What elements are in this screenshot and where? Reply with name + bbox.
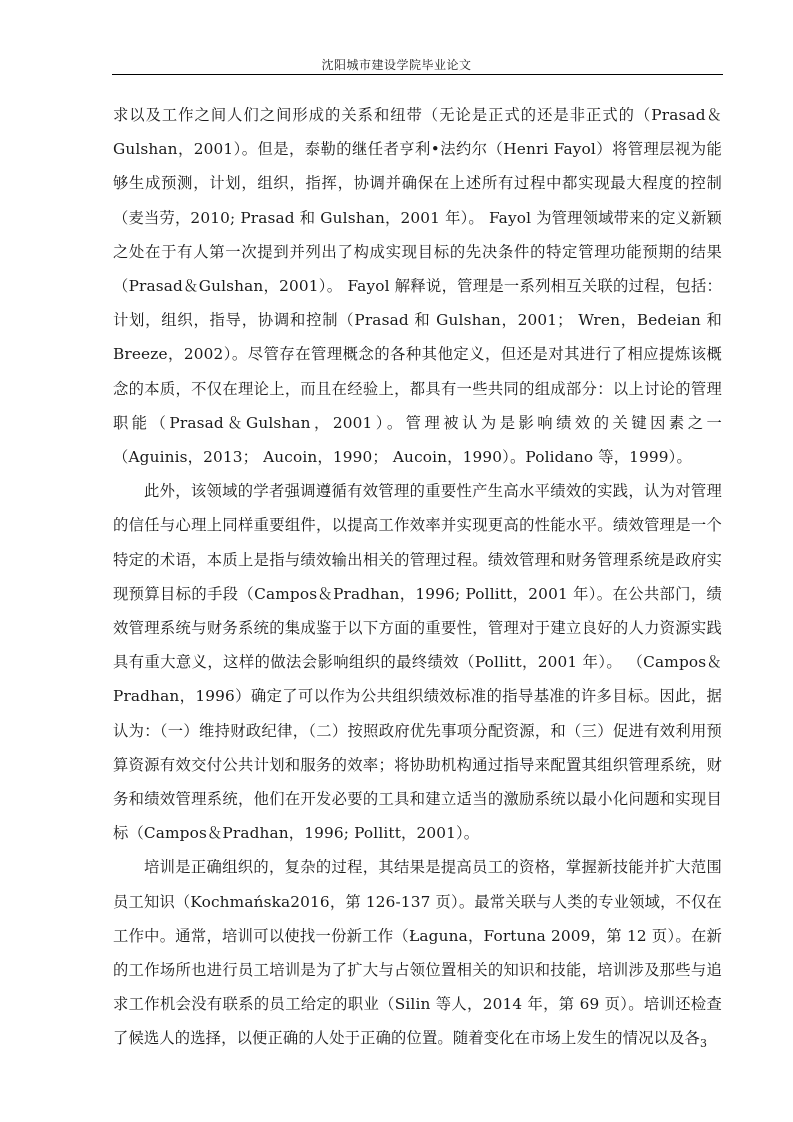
paragraph: 培训是正确组织的，复杂的过程，其结果是提高员工的资格，掌握新技能并扩大范围员工知识（Kochmańska2016，第 126-137 页）。最常关联与人类的专业领域，不仅在工作中。通常，培训可以使找一份新工作（Łaguna，Fortuna 2009，第 12 页）。在新的工作场所也进行员工培训是为了扩大与占领位置相关的知识和技能，培训涉及那些与追求工作机会没有联系的员工给定的职业（Silin 等人，2014 年，第 69 页）。培训还检查了候选人的选择，以便正确的人处于正确的位置。随着变化在市场上发生的情况以及各: [113, 858, 722, 1048]
paragraph: 求以及工作之间人们之间形成的关系和纽带（无论是正式的还是非正式的（Prasad＆Gulshan，2001）。但是，泰勒的继任者亨利•法约尔（Henri Fayol）将管理层视为能够生成预测，计划，组织，指挥，协调并确保在上述所有过程中都实现最大程度的控制（麦当劳，2010; Prasad 和 Gulshan，2001 年）。 Fayol 为管理领域带来的定义新颖之处在于有人第一次提到并列出了构成实现目标的先决条件的特定管理功能预期的结果（Prasad＆Gulshan，2001）。 Fayol 解释说，管理是一系列相互关联的过程，包括：计划，组织，指导，协调和控制（Prasad 和 Gulshan，2001； Wren，Bedeian 和 Breeze，2002）。尽管存在管理概念的各种其他定义，但还是对其进行了相应提炼该概念的本质，不仅在理论上，而且在经验上，都具有一些共同的组成部分：以上讨论的管理职能（Prasad＆Gulshan，2001）。管理被认为是影响绩效的关键因素之一（Aguinis，2013； Aucoin，1990； Aucoin，1990）。Polidano 等，1999）。: [113, 106, 722, 467]
document-body: [113, 98, 722, 1056]
header-divider: [112, 74, 723, 75]
page-number: 3: [700, 1037, 707, 1050]
paragraph: 此外，该领域的学者强调遵循有效管理的重要性产生高水平绩效的实践，认为对管理的信任与心理上同样重要组件，以提高工作效率并实现更高的性能水平。绩效管理是一个特定的术语，本质上是指与绩效输出相关的管理过程。绩效管理和财务管理系统是政府实现预算目标的手段（Campos＆Pradhan，1996; Pollitt，2001 年）。在公共部门，绩效管理系统与财务系统的集成鉴于以下方面的重要性，管理对于建立良好的人力资源实践具有重大意义，这样的做法会影响组织的最终绩效（Pollitt，2001 年）。 （Campos＆Pradhan，1996）确定了可以作为公共组织绩效标准的指导基准的许多目标。因此，据认为：（一）维持财政纪律，（二）按照政府优先事项分配资源，和（三）促进有效利用预算资源有效交付公共计划和服务的效率；将协助机构通过指导来配置其组织管理系统，财务和绩效管理系统，他们在开发必要的工具和建立适当的激励系统以最小化问题和实现目标（Campos＆Pradhan，1996; Pollitt，2001）。: [113, 482, 722, 843]
page-header-title: 沈阳城市建设学院毕业论文: [321, 58, 472, 72]
